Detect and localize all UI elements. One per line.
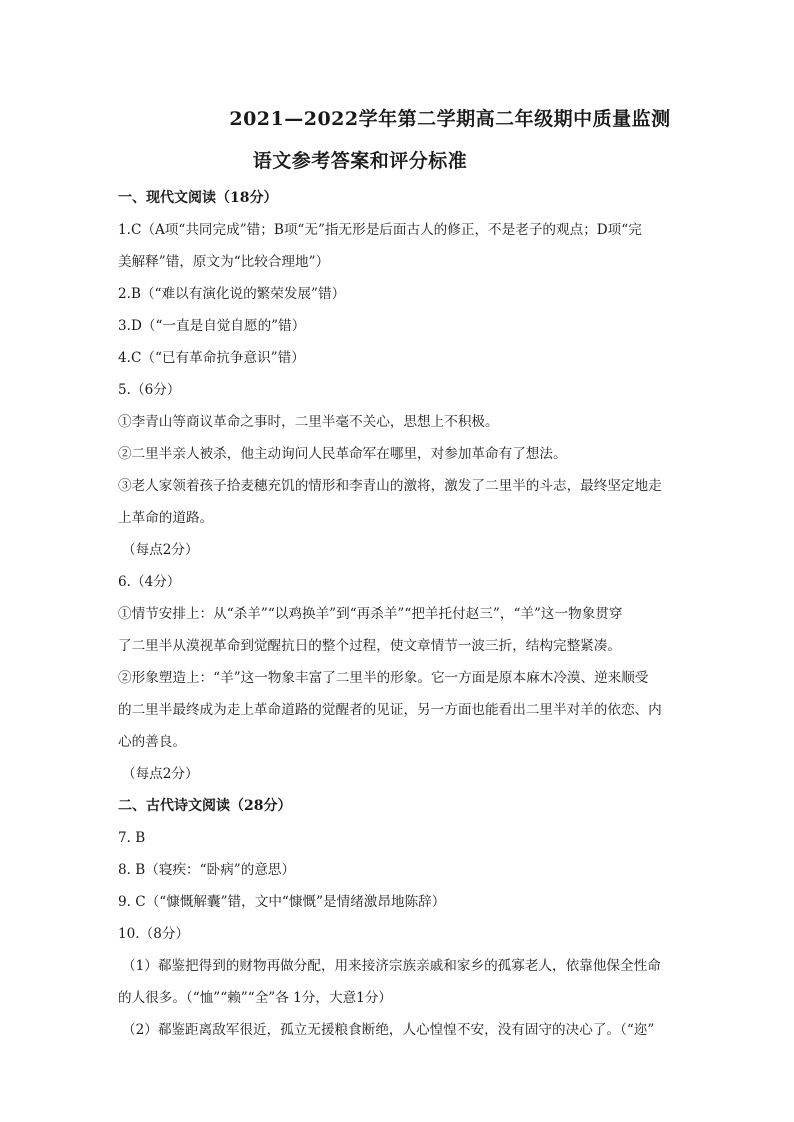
answer-line: （2）郗鉴距离敌军很近，孤立无援粮食断绝，人心惶惶不安，没有固守的决心了。（“迩” [122,1022,655,1038]
answer-line: 美解释”错，原文为“比较合理地”） [118,254,330,270]
answer-line: 3.D（“一直是自觉自愿的”错） [118,318,306,334]
answer-line: 10.（8分） [118,926,190,942]
answer-line: ②二里半亲人被杀，他主动询问人民革命军在哪里，对参加革命有了想法。 [118,446,567,462]
answer-line: 心的善良。 [118,734,186,750]
answer-line: 的二里半最终成为走上革命道路的觉醒者的见证，另一方面也能看出二里半对羊的依恋、内 [118,702,662,718]
answer-content [118,182,698,1046]
document-title: 2021—2022学年第二学期高二年级期中质量监测 [229,108,671,130]
answer-line: 4.C（“已有革命抗争意识”错） [118,350,305,366]
document-subtitle: 语文参考答案和评分标准 [252,150,468,172]
answer-line: （1）郗鉴把得到的财物再做分配，用来接济宗族亲戚和家乡的孤寡老人，依靠他保全性命 [122,958,661,974]
section-heading: 二、古代诗文阅读（28分） [118,798,292,814]
answer-line: （每点2分） [122,542,199,558]
answer-line: ③老人家领着孩子拾麦穗充饥的情形和李青山的激将，激发了二里半的斗志，最终坚定地走 [118,478,662,494]
answer-line: 5.（6分） [118,382,181,398]
answer-line: 了二里半从漠视革命到觉醒抗日的整个过程，使文章情节一波三折，结构完整紧凑。 [118,638,621,654]
answer-line: 上革命的道路。 [118,510,214,526]
answer-line: 的人很多。（“恤”“赖”“全”各 1分，大意1分） [118,990,393,1006]
answer-line: 2.B（“难以有演化说的繁荣发展”错） [118,286,346,302]
answer-line: ①情节安排上：从“杀羊”“以鸡换羊”到“再杀羊”“把羊托付赵三”，“羊”这一物象贯穿 [118,606,623,622]
answer-line: 1.C（A项“共同完成”错；B项“无”指无形是后面古人的修正，不是老子的观点；D项“完 [118,222,642,238]
section-heading: 一、现代文阅读（18分） [118,190,278,206]
answer-line: 9. C（“慷慨解囊”错，文中“慷慨”是情绪激昂地陈辞） [118,894,446,910]
answer-line: ①李青山等商议革命之事时，二里半毫不关心，思想上不积极。 [118,414,499,430]
answer-line: 7. B [118,830,146,846]
answer-line: （每点2分） [122,766,199,782]
answer-line: 8. B（寝疾：“卧病”的意思） [118,862,296,878]
answer-line: ②形象塑造上：“羊”这一物象丰富了二里半的形象。它一方面是原本麻木冷漠、逆来顺受 [118,670,649,686]
answer-line: 6.（4分） [118,574,181,590]
